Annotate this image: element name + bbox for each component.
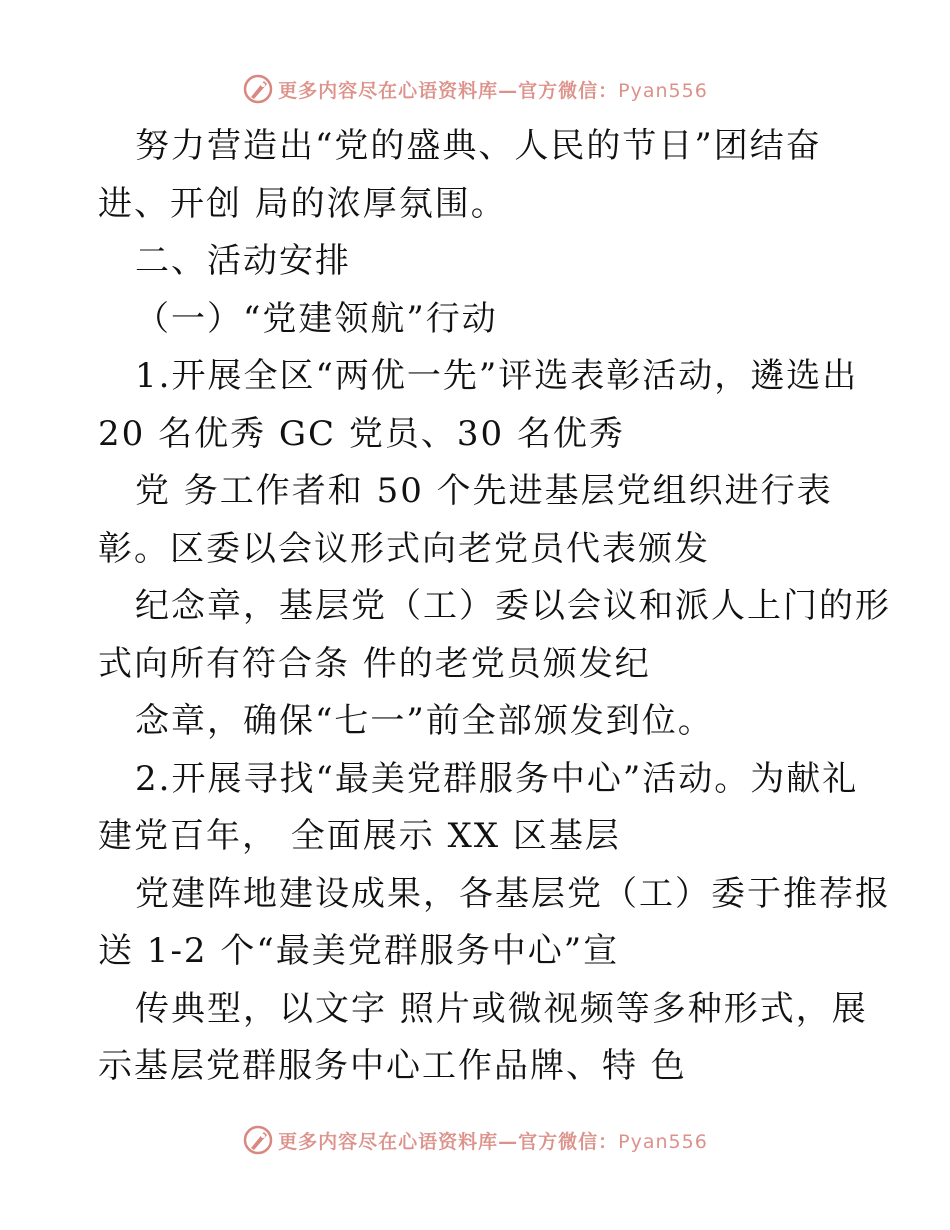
text-line: 20 名优秀 GC 党员、30 名优秀: [98, 413, 625, 454]
text-line: 念章，确保“七一”前全部颁发到位。: [135, 701, 714, 741]
quill-logo-icon: [242, 1124, 274, 1156]
text-line: 努力营造出“党的盛典、人民的节日”团结奋: [135, 126, 822, 166]
text-line: 党 务工作者和 50 个先进基层党组织进行表: [135, 471, 833, 511]
text-line: 2.开展寻找“最美党群服务中心”活动。为献礼: [135, 758, 859, 799]
quill-logo-icon: [242, 73, 274, 105]
watermark-text: 更多内容尽在心语资料库—官方微信：Pyan556: [278, 1130, 708, 1153]
header-watermark: [0, 72, 950, 106]
text-line: 党建阵地建设成果，各基层党（工）委于推荐报: [135, 873, 891, 914]
text-line: 示基层党群服务中心工作品牌、特 色: [98, 1046, 687, 1086]
text-line: 二、活动安排: [135, 241, 351, 281]
text-line: 式向所有符合条 件的老党员颁发纪: [98, 643, 651, 684]
footer-watermark: [0, 1123, 950, 1157]
text-line: 1.开展全区“两优一先”评选表彰活动，遴选出: [135, 356, 859, 396]
document-body: [98, 118, 891, 1096]
text-line: 进、开创 局的浓厚氛围。: [98, 183, 507, 224]
text-line: 传典型，以文字 照片或微视频等多种形式，展: [135, 988, 868, 1029]
text-line: 送 1-2 个“最美党群服务中心”宣: [98, 931, 620, 971]
watermark-text: 更多内容尽在心语资料库—官方微信：Pyan556: [278, 79, 708, 102]
text-line: 彰。区委以会议形式向老党员代表颁发: [98, 528, 710, 569]
text-line: 纪念章，基层党（工）委以会议和派人上门的形: [135, 586, 891, 626]
text-line: （一）“党建领航”行动: [135, 298, 498, 339]
text-line: 建党百年， 全面展示 XX 区基层: [98, 816, 621, 856]
